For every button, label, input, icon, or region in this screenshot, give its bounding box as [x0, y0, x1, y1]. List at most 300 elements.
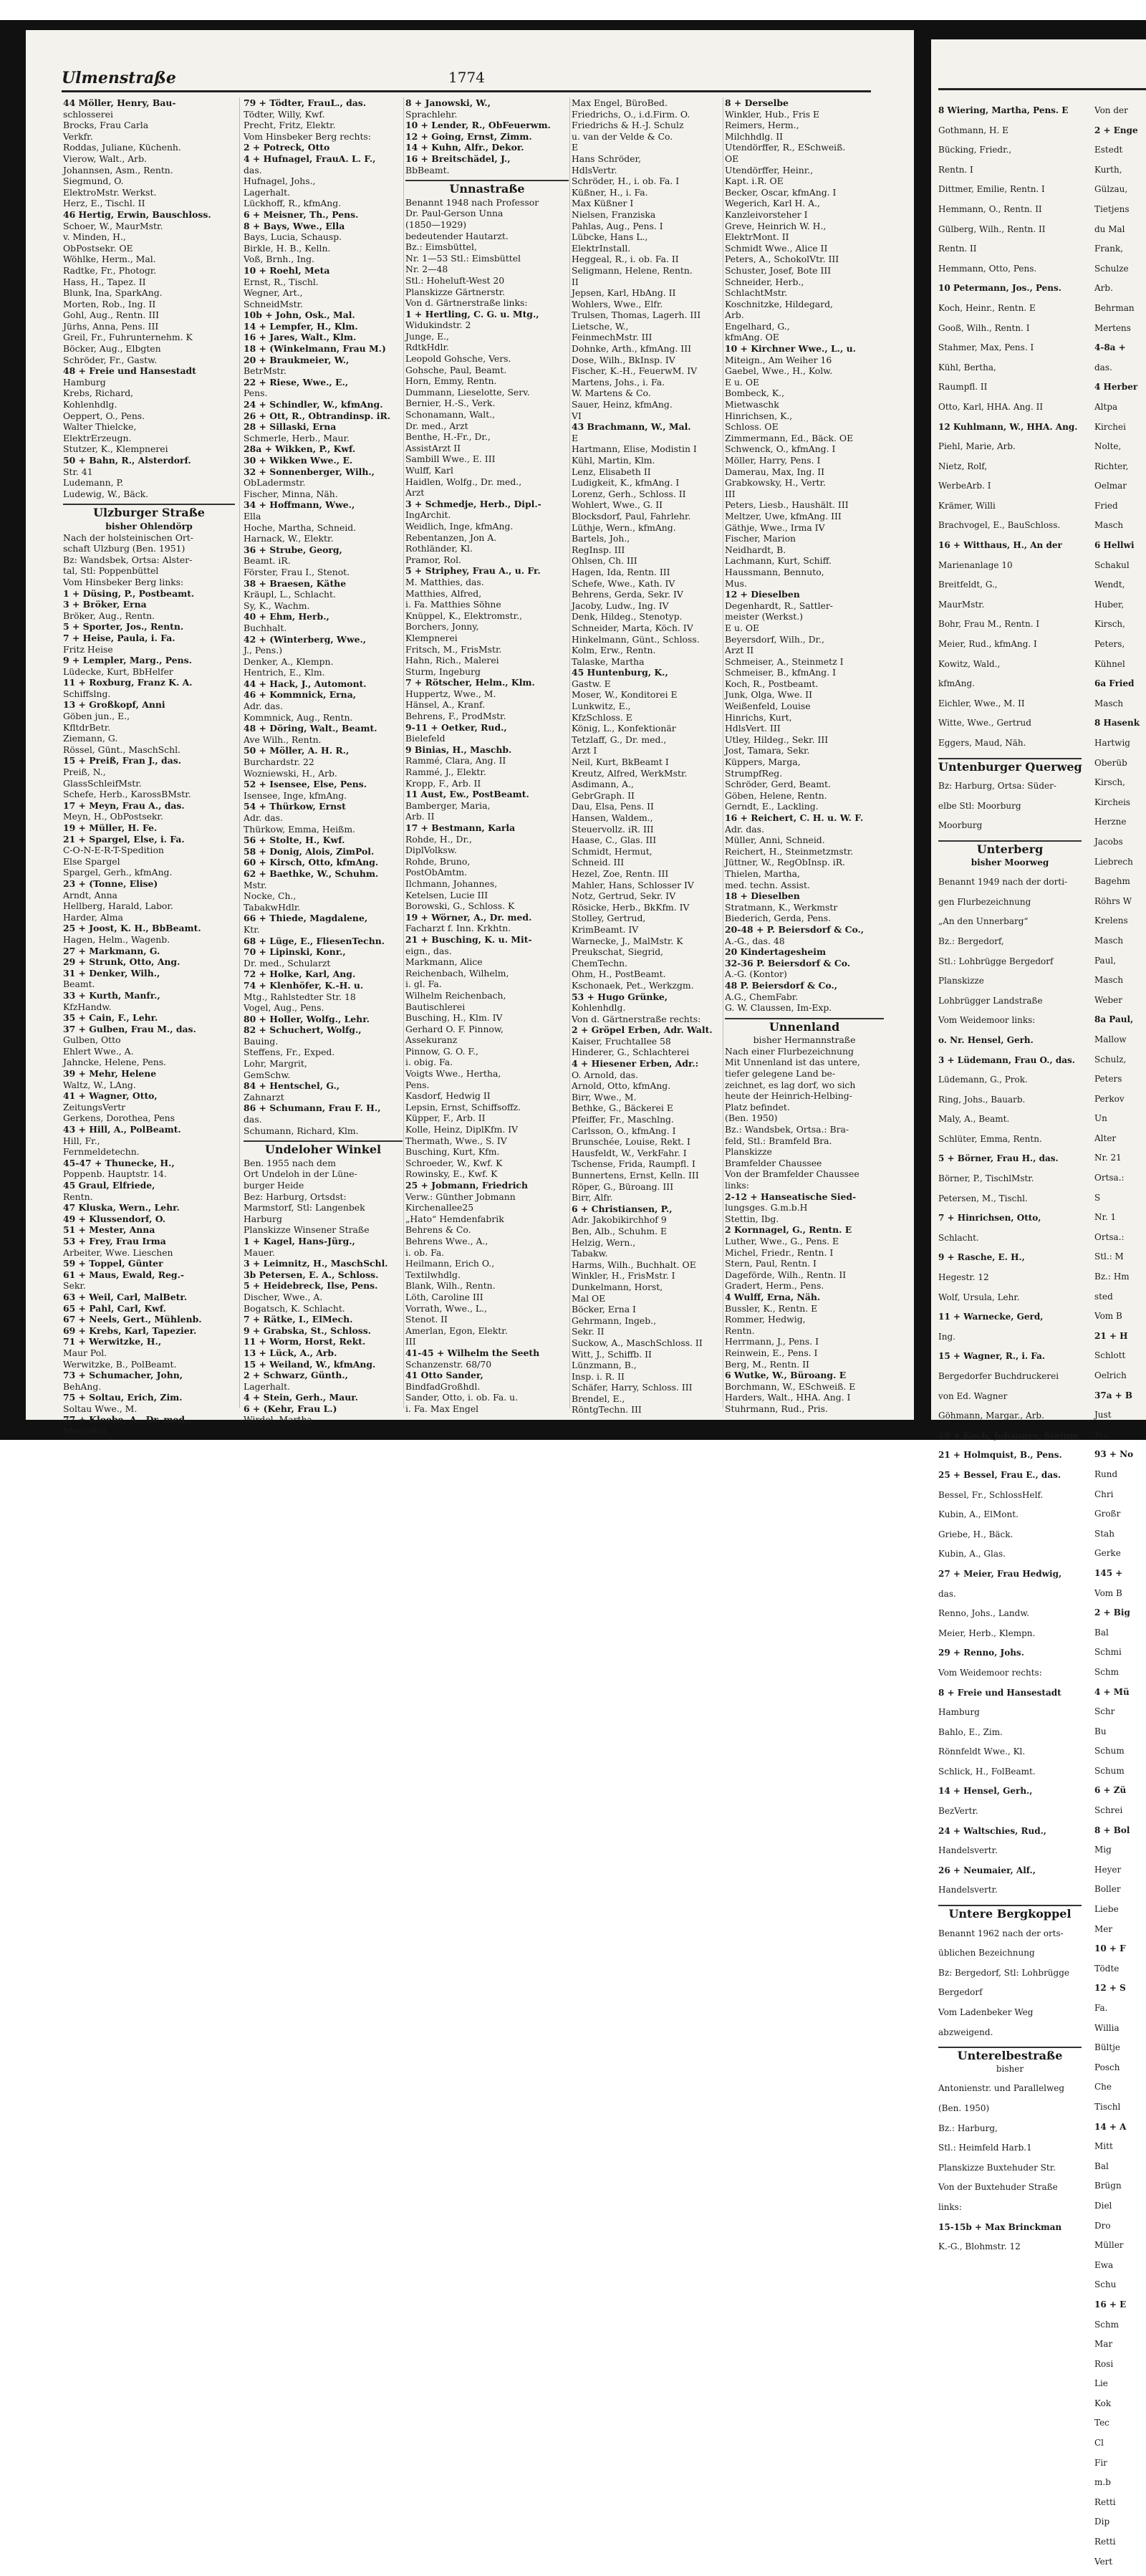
directory-entry-line: Talaske, Martha	[572, 655, 645, 667]
directory-entry-line: Breitfeldt, G.,	[938, 580, 998, 590]
directory-entry-line: Nach einer Flurbezeichnung	[725, 1045, 854, 1057]
directory-entry-line: Leopold Gohsche, Vers.	[405, 353, 511, 365]
directory-entry-line: 145 +	[1094, 1567, 1123, 1578]
directory-entry-line: Witte, Wwe., Gertrud	[938, 718, 1031, 729]
directory-entry-line: Tabakw.	[572, 1248, 608, 1259]
directory-entry-line: Schum	[1094, 1765, 1125, 1776]
directory-entry-line: Bz.: Harburg,	[938, 2123, 998, 2133]
directory-entry-line: Utley, Hildeg., Sekr. III	[725, 734, 829, 745]
directory-entry-line: Greve, Heinrich W. H.,	[725, 220, 827, 231]
directory-entry-line: Friedrichs, O., i.d.Firm. O.	[572, 108, 690, 120]
directory-entry-line: 2 + Potreck, Otto	[244, 142, 330, 153]
directory-entry-line: 41 Otto Sander,	[405, 1370, 483, 1381]
directory-entry-line: das.	[244, 1114, 262, 1125]
directory-entry-line: Platz befindet.	[725, 1101, 790, 1112]
directory-entry-line: Bahlo, E., Zim.	[938, 1726, 1003, 1737]
directory-entry-line: Liebe	[1094, 1904, 1119, 1915]
directory-entry-line: Petersen, M., Tischl.	[938, 1193, 1028, 1203]
directory-entry-line: 14 + Lempfer, H., Klm.	[244, 320, 358, 332]
directory-entry-line: 82 + Schuchert, Wolfg.,	[244, 1024, 362, 1036]
directory-entry-line: Amerlan, Egon, Elektr.	[405, 1325, 508, 1336]
directory-entry-line: KfzSchloss. E	[572, 711, 632, 723]
directory-entry-line: Dr. Paul-Gerson Unna	[405, 208, 504, 219]
directory-entry-line: 8 + Janowski, W.,	[405, 97, 491, 108]
directory-entry-line: Harms, Wilh., Buchhalt. OE	[572, 1259, 696, 1270]
directory-entry-line: Bramfelder Chaussee	[725, 1157, 822, 1168]
directory-entry-line: BetrMstr.	[244, 365, 286, 377]
directory-entry-line: Zimmermann, Ed., Bäck. OE	[725, 432, 854, 443]
directory-entry-line: 10 + Lender, R., ObFeuerwm.	[405, 120, 551, 131]
directory-entry-line: Jahncke, Helene, Pens.	[63, 1057, 166, 1068]
directory-entry-line: Hansen, Waldem.,	[572, 812, 653, 823]
directory-entry-line: Ernst, R., Tischl.	[244, 276, 319, 287]
directory-entry-line: Rund	[1094, 1469, 1118, 1479]
directory-entry-line: 2 Kornnagel, G., Rentn. E	[725, 1224, 852, 1236]
directory-entry-line: Birr, Wwe., M.	[572, 1091, 637, 1102]
directory-entry-line: Sander, Otto, i. ob. Fa. u.	[405, 1392, 519, 1403]
directory-entry-line: 34 + Hoffmann, Wwe.,	[244, 499, 355, 511]
directory-entry-line: Schneid. III	[572, 857, 625, 868]
directory-entry-line: Börner, P., TischlMstr.	[938, 1173, 1034, 1184]
directory-entry-line: Borowski, G., Schloss. K	[405, 900, 515, 912]
directory-entry-line: 2 + Big	[1094, 1607, 1130, 1618]
directory-entry-line: 67 + Neels, Gert., Mühlenb.	[63, 1314, 202, 1325]
directory-entry-line: Damerau, Max, Ing. II	[725, 466, 824, 477]
directory-entry-line: Weißenfeld, Louise	[725, 701, 811, 712]
directory-entry-line: 15 + Wagner, R., i. Fa.	[938, 1351, 1046, 1362]
directory-entry-line: Sturm, Ingeburg	[405, 665, 481, 677]
directory-entry-line: Mig	[1094, 1845, 1112, 1855]
column-4	[572, 97, 723, 1416]
directory-entry-line: Schulz,	[1094, 1054, 1127, 1064]
directory-entry-line: Vom B	[1094, 1311, 1122, 1322]
directory-entry-line: S	[1094, 1192, 1101, 1203]
directory-entry-line: 45-47 + Thunecke, H.,	[63, 1157, 175, 1168]
directory-entry-line: Gerke	[1094, 1548, 1121, 1559]
directory-entry-line: kfmAng.	[938, 678, 975, 689]
directory-entry-line: Diel	[1094, 2200, 1112, 2211]
directory-entry-line: Koch, Heinr., Rentn. E	[938, 302, 1036, 313]
directory-entry-line: Schmerle, Herb., Maur.	[244, 432, 350, 443]
directory-entry-line: Nocke, Ch.,	[244, 890, 297, 902]
directory-entry-line: 11 + Worm, Horst, Rekt.	[244, 1336, 366, 1347]
directory-entry-line: Ortsa.:	[1094, 1173, 1125, 1183]
directory-entry-line: Schanzenstr. 68/70	[405, 1358, 492, 1370]
page-number: 1774	[448, 69, 485, 86]
directory-entry-line: Blunk, Ina, SparkAng.	[63, 287, 163, 299]
directory-entry-line: 14 + Hensel, Gerh.,	[938, 1786, 1033, 1797]
directory-entry-line: Pramor, Rol.	[405, 554, 461, 565]
directory-entry-line: Johannsen, Asm., Rentn.	[63, 164, 173, 176]
directory-entry-line: Otto, Karl, HHA. Ang. II	[938, 401, 1044, 412]
directory-entry-line: Peters	[1094, 1074, 1122, 1085]
directory-entry-line: Bz: Bergedorf, Stl: Lohbrügge	[938, 1967, 1069, 1978]
directory-entry-line: Birr, Alfr.	[572, 1192, 613, 1203]
directory-entry-line: Kühnel	[1094, 658, 1125, 669]
directory-entry-line: Tischl	[1094, 2101, 1121, 2112]
directory-entry-line: Kaiser, Fruchtallee 58	[572, 1035, 671, 1047]
directory-entry-line: Moser, W., Konditorei E	[572, 689, 678, 701]
directory-entry-line: Jacoby, Ludw., Ing. IV	[572, 600, 669, 611]
directory-entry-line: Dose, Wilh., BkInsp. IV	[572, 354, 675, 365]
directory-entry-line: ElektrInstall.	[572, 242, 631, 254]
directory-entry-line: 24 + Waltschies, Rud.,	[938, 1825, 1046, 1836]
directory-entry-line: Siegmund, O.	[63, 176, 124, 187]
directory-entry-line: Denk, Hildeg., Stenotyp.	[572, 611, 683, 623]
directory-entry-line: Wozniewski, H., Arb.	[244, 767, 337, 779]
directory-entry-line: 33 + Kurth, Manfr.,	[63, 989, 160, 1001]
directory-entry-line: Herzne	[1094, 817, 1127, 827]
directory-entry-line: Haussmann, Bennuto,	[725, 566, 824, 577]
directory-entry-line: Behrens Wwe., A.,	[405, 1235, 488, 1246]
directory-entry-line: Benannt 1948 nach Professor	[405, 196, 539, 208]
directory-entry-line: A.-G., das. 48	[725, 935, 785, 946]
directory-entry-line: Benannt 1949 nach der dorti-	[938, 877, 1068, 888]
directory-entry-line: Schr	[1094, 1706, 1115, 1717]
directory-entry-line: i. obig. Fa.	[405, 1057, 453, 1068]
directory-entry-line: Brachvogel, E., BauSchloss.	[938, 520, 1061, 531]
directory-entry-line: W. Martens & Co.	[572, 388, 651, 399]
directory-entry-line: Ave Wilh., Rentn.	[244, 734, 322, 745]
directory-entry-line: Mu	[1094, 1429, 1109, 1440]
directory-entry-line: Eggers, Maud, Näh.	[938, 738, 1026, 748]
directory-entry-line: Harders, Walt., HHA. Ang. I	[725, 1392, 851, 1403]
directory-entry-line: Asdimann, A.,	[572, 779, 635, 790]
directory-entry-line: 62 + Baethke, W., Schuhm.	[244, 868, 379, 879]
directory-entry-line: Schum	[1094, 1746, 1125, 1756]
directory-entry-line: Junge, E.,	[405, 330, 449, 342]
directory-entry-line: 48 + Freie und Hansestadt	[63, 365, 196, 377]
directory-entry-line: 3 + Leimnitz, H., MaschSchl.	[244, 1258, 388, 1269]
directory-entry-line: 2 + Enge	[1094, 125, 1138, 135]
directory-entry-line: Schwenck, O., kfmAng. I	[725, 443, 836, 455]
directory-entry-line: Kanzleivorsteher I	[725, 208, 808, 220]
directory-entry-line: Adr. das.	[244, 701, 283, 712]
directory-entry-line: Adr. das.	[244, 812, 283, 823]
directory-entry-line: 54 + Thürkow, Ernst	[244, 801, 346, 812]
directory-entry-line: Just	[1094, 1410, 1112, 1421]
directory-entry-line: 6 + (Kehr, Frau L.)	[244, 1403, 337, 1414]
directory-entry-line: Hinderer, G., Schlachterei	[572, 1047, 690, 1058]
directory-entry-line: 10 + Kirchner Wwe., L., u.	[725, 343, 856, 355]
directory-entry-line: 3 + Schmedje, Herb., Dipl.-	[405, 498, 541, 509]
page-header	[62, 69, 871, 92]
directory-entry-line: das.	[244, 164, 262, 176]
directory-entry-line: u. van der Velde & Co.	[572, 130, 673, 142]
directory-entry-line: Oeppert, O., Pens.	[63, 410, 145, 421]
directory-entry-line: Mit Unnenland ist das untere,	[725, 1057, 860, 1068]
directory-entry-line: Heyer	[1094, 1864, 1122, 1875]
directory-entry-line: M. Matthies, das.	[405, 576, 484, 587]
directory-entry-line: Nietz, Rolf,	[938, 461, 988, 471]
directory-entry-line: Stenot. II	[405, 1314, 448, 1325]
directory-entry-line: Bauing.	[244, 1035, 279, 1047]
directory-entry-line: Löth, Caroline III	[405, 1291, 483, 1302]
directory-entry-line: C-O-N-E-R-T-Spedition	[63, 845, 164, 856]
directory-entry-line: IngArchit.	[405, 509, 451, 521]
directory-entry-line: Behrens, Gerda, Sekr. IV	[572, 589, 683, 600]
directory-entry-line: 15 + Preiß, Fran J., das.	[63, 755, 182, 766]
directory-entry-line: Weber	[1094, 994, 1122, 1005]
directory-entry-line: 32-36 P. Beiersdorf & Co.	[725, 957, 851, 969]
directory-entry-line: Kirsch,	[1094, 777, 1125, 788]
directory-entry-line: 49 + Klussendorf, O.	[63, 1213, 166, 1224]
directory-entry-line: Oberüb	[1094, 757, 1127, 768]
directory-entry-line: Hegestr. 12	[938, 1272, 989, 1283]
directory-entry-line: Thielen, Martha,	[725, 868, 800, 879]
directory-entry-line: Gulben, Otto	[63, 1034, 121, 1046]
directory-entry-line: Stratmann, K., Werkmstr	[725, 901, 838, 913]
directory-entry-line: 14 + A	[1094, 2121, 1127, 2132]
directory-entry-line: Küßner, H., i. Fa.	[572, 186, 648, 198]
directory-entry-line: Kommnick, Aug., Rentn.	[244, 711, 353, 723]
directory-entry-line: Che	[1094, 2082, 1112, 2092]
directory-entry-line: das.	[938, 1588, 956, 1599]
directory-entry-line: Handelsvertr.	[938, 1885, 998, 1895]
directory-entry-line: Schm	[1094, 1666, 1119, 1677]
directory-entry-line: Dittmer, Emilie, Rentn. I	[938, 184, 1045, 195]
directory-entry-line: 16 + E	[1094, 2299, 1127, 2310]
directory-entry-line: 7 + Rötscher, Helm., Klm.	[405, 677, 535, 688]
directory-entry-line: Rothländer, Kl.	[405, 543, 473, 554]
directory-entry-line: 60 + Kirsch, Otto, kfmAng.	[244, 857, 379, 868]
directory-entry-line: 9 + Rasche, E. H.,	[938, 1252, 1025, 1263]
right-page	[931, 39, 1146, 2567]
directory-entry-line: Lagerhalt.	[244, 186, 291, 198]
directory-entry-line: Bautischlerei	[405, 1001, 466, 1012]
directory-entry-line: Ludewig, W., Bäck.	[63, 488, 149, 499]
directory-entry-line: StrumpfReg.	[725, 767, 783, 779]
directory-entry-line: 12 + Going, Ernst, Zimm.	[405, 130, 532, 142]
directory-entry-line: Nolte,	[1094, 441, 1122, 452]
directory-entry-line: Hinkelmann, Günt., Schloss.	[572, 633, 700, 645]
directory-entry-line: Mal OE	[572, 1292, 606, 1304]
directory-entry-line: Planskizze Buxtehuder Str.	[938, 2162, 1056, 2173]
directory-entry-line: Junk, Olga, Wwe. II	[725, 689, 812, 701]
directory-entry-line: Gäthje, Wwe., Irma IV	[725, 522, 825, 533]
directory-entry-line: Tödte	[1094, 1963, 1119, 1974]
directory-entry-line: Masch	[1094, 520, 1124, 531]
directory-entry-line: BindfadGroßhdl.	[405, 1380, 481, 1392]
directory-entry-line: Hans Schröder,	[572, 153, 642, 164]
directory-entry-line: Fa.	[1094, 2003, 1108, 2013]
directory-entry-line: Bz.: Wandsbek, Ortsa.: Bra-	[725, 1124, 849, 1135]
directory-entry-line: Seligmann, Helene, Rentn.	[572, 264, 693, 276]
directory-entry-line: Lünzmann, B.,	[572, 1360, 637, 1371]
directory-entry-line: Bethke, G., Bäckerei E	[572, 1102, 673, 1114]
directory-entry-line: 72 + Holke, Karl, Ang.	[244, 969, 356, 980]
directory-entry-line: Lübcke, Hans L.,	[572, 231, 648, 243]
directory-entry-line: Bombeck, K.,	[725, 388, 785, 399]
directory-entry-line: Herz, E., Tischl. II	[63, 198, 145, 209]
directory-entry-line: Pens.	[405, 1079, 430, 1090]
directory-entry-line: Mtg., Rahlstedter Str. 18	[244, 991, 356, 1002]
directory-entry-line: BbBeamt.	[405, 164, 450, 176]
directory-entry-line: Kirchenallee25	[405, 1202, 474, 1213]
directory-entry-line: 35 + Cain, F., Lehr.	[63, 1012, 158, 1024]
directory-entry-line: Buchhalt.	[244, 622, 287, 633]
directory-entry-line: Hartmann, Elise, Modistin I	[572, 443, 697, 455]
directory-entry-line: m.b	[1094, 2477, 1111, 2488]
directory-entry-line: Pinnow, G. O. F.,	[405, 1045, 478, 1057]
directory-entry-line: Rosi	[1094, 2358, 1114, 2369]
directory-entry-line: links:	[938, 2201, 962, 2212]
directory-entry-line: Sauer, Heinz, kfmAng.	[572, 399, 673, 410]
directory-entry-line: Kohlenhdlg.	[63, 399, 117, 410]
directory-entry-line: Schroeder, W., Kwf. K	[405, 1157, 503, 1168]
directory-entry-line: Verw.: Günther Jobmann	[405, 1191, 516, 1202]
column-3	[405, 97, 569, 1414]
directory-entry-line: Ben. 1955 nach dem	[244, 1157, 337, 1168]
directory-entry-line: Von der Bramfelder Chaussee	[725, 1168, 860, 1180]
directory-entry-line: Bal	[1094, 1627, 1109, 1638]
directory-entry-line: bedeutender Hautarzt.	[405, 230, 509, 241]
directory-entry-line: Tec	[1094, 2418, 1109, 2428]
directory-entry-line: 11 + Warnecke, Gerd,	[938, 1312, 1044, 1322]
directory-entry-line: kfmAng. OE	[725, 332, 779, 343]
directory-entry-line: Voß, Brnh., Ing.	[244, 254, 314, 265]
directory-entry-line: Schneider, Marta, Köch. IV	[572, 622, 693, 633]
directory-entry-line: 61 + Maus, Ewald, Reg.-	[63, 1269, 185, 1280]
directory-entry-line: Richter,	[1094, 461, 1129, 471]
directory-entry-line: Martens, Johs., i. Fa.	[572, 376, 665, 388]
directory-entry-line: Antonienstr. und Parallelweg	[938, 2083, 1065, 2094]
directory-entry-line: Rentn. II	[938, 244, 977, 254]
directory-entry-line: Oelrich	[1094, 1370, 1127, 1380]
directory-entry-line: 42 + (Winterberg, Wwe.,	[244, 633, 367, 645]
directory-entry-line: Kräupl, L., Schlacht.	[244, 589, 336, 600]
directory-entry-line: 8 + Freie und Hansestadt	[938, 1687, 1061, 1698]
directory-entry-line: 6 + Zü	[1094, 1785, 1127, 1796]
directory-entry-line: 59 + Toppel, Günter	[63, 1258, 163, 1269]
directory-entry-line: ZeitungsVertr	[63, 1101, 126, 1112]
directory-entry-line: Busching, Kurt, Kfm.	[405, 1146, 500, 1158]
directory-entry-line: Beamt. iR.	[244, 555, 291, 567]
directory-entry-line: 8 + Bol	[1094, 1825, 1130, 1835]
section-subtitle-unterberg: bisher Moorweg	[971, 857, 1049, 868]
directory-entry-line: Verkfr.	[63, 130, 93, 142]
directory-entry-line: Lenz, Elisabeth II	[572, 466, 651, 477]
directory-entry-line: Bz.: Eimsbüttel,	[405, 241, 477, 253]
directory-entry-line: Knüppel, K., Elektromstr.,	[405, 610, 523, 621]
directory-entry-line: Retti	[1094, 2496, 1116, 2507]
directory-entry-line: Weidlich, Inge, kfmAng.	[405, 520, 514, 532]
directory-entry-line: Lunkwitz, E.,	[572, 701, 631, 712]
directory-entry-line: Vert	[1094, 2556, 1113, 2567]
directory-entry-line: Engelhard, G.,	[725, 320, 790, 332]
directory-entry-line: Wendt,	[1094, 580, 1125, 590]
directory-entry-line: Wohlers, Wwe., Elfr.	[572, 298, 663, 309]
directory-entry-line: Nr. 21	[1094, 1153, 1122, 1163]
directory-entry-line: Peters,	[1094, 639, 1125, 650]
directory-entry-line: Kok	[1094, 2398, 1112, 2408]
directory-entry-line: Stern, Paul, Rentn. I	[725, 1258, 817, 1269]
directory-entry-line: Schröder, Gerd, Beamt.	[725, 779, 831, 790]
section-title-unterberg: Unterberg	[938, 840, 1082, 855]
directory-entry-line: Moorburg	[938, 820, 983, 831]
directory-entry-line: 21 + Spargel, Else, i. Fa.	[63, 833, 185, 845]
directory-entry-line: Morten, Rob., Ing. II	[63, 298, 156, 309]
directory-entry-line: 84 + Hentschel, G.,	[244, 1080, 340, 1092]
directory-entry-line: Wilhelm Reichenbach,	[405, 989, 506, 1001]
directory-entry-line: Milchhdlg. II	[725, 130, 784, 142]
directory-entry-line: 8a Paul,	[1094, 1014, 1134, 1025]
directory-entry-line: Schröder, H., i. ob. Fa. I	[572, 176, 680, 187]
directory-entry-line: Planskizze Gärtnerstr.	[405, 286, 506, 297]
directory-entry-line: Krebs, Richard,	[63, 388, 134, 399]
section-title-ulzburger-strasse: Ulzburger Straße	[63, 504, 235, 519]
directory-entry-line: Schiffslng.	[63, 688, 111, 699]
directory-entry-line: Schumann, Richard, Klm.	[244, 1125, 359, 1136]
directory-entry-line: 15-15b + Max Brinckman	[938, 2221, 1062, 2232]
directory-entry-line: Greil, Fr., Fuhrunternehm. K	[63, 332, 193, 343]
directory-entry-line: Röhrs W	[1094, 895, 1132, 906]
directory-entry-line: Markmann, Alice	[405, 956, 483, 968]
directory-entry-line: i. ob. Fa.	[405, 1246, 445, 1258]
directory-entry-line: von Ed. Wagner	[938, 1390, 1008, 1401]
directory-entry-line: BezVertr.	[938, 1806, 978, 1817]
directory-entry-line: 11 Aust, Ew., PostBeamt.	[405, 789, 529, 800]
directory-entry-line: 4 Herber	[1094, 382, 1138, 393]
directory-entry-line: Eichler, Wwe., M. II	[938, 698, 1025, 708]
directory-entry-line: 4 + Hiesener Erben, Adr.:	[572, 1058, 699, 1070]
directory-entry-line: Hänsel, A., Kranf.	[405, 699, 486, 711]
directory-entry-line: Schefe, Herb., KarossBMstr.	[63, 789, 191, 800]
directory-entry-line: 32 + Sonnenberger, Wilh.,	[244, 466, 375, 477]
directory-entry-line: Koschnitzke, Hildegard,	[725, 298, 833, 309]
directory-entry-line: 2 + Schwarz, Günth.,	[244, 1370, 348, 1381]
directory-entry-line: Arbeiter, Wwe. Lieschen	[63, 1246, 173, 1258]
directory-entry-line: Lagerhalt.	[244, 1380, 291, 1392]
directory-entry-line: A.-G. (Kontor)	[725, 969, 787, 980]
directory-entry-line: 41-45 + Wilhelm the Seeth	[405, 1347, 540, 1358]
directory-entry-line: Schlick, H., FolBeamt.	[938, 1766, 1036, 1777]
directory-entry-line: Vom Ladenbeker Weg	[938, 2007, 1034, 2017]
directory-entry-line: Stahmer, Max, Pens. I	[938, 342, 1034, 353]
directory-entry-line: Schonamann, Walt.,	[405, 409, 496, 420]
directory-entry-line: Altpa	[1094, 401, 1118, 412]
directory-entry-line: Kolm, Erw., Rentn.	[572, 645, 656, 656]
directory-entry-line: Bz: Wandsbek, Ortsa: Alster-	[63, 554, 193, 565]
directory-entry-line: Gothmann, H. E	[938, 125, 1008, 135]
directory-entry-line: Schm	[1094, 2319, 1119, 2330]
directory-entry-line: K.-G., Blohmstr. 12	[938, 2241, 1021, 2252]
directory-entry-line: 93 + No	[1094, 1449, 1134, 1460]
directory-entry-line: Bz.: Bergedorf,	[938, 936, 1004, 946]
directory-entry-line: Schmidt, Hermut,	[572, 845, 653, 857]
directory-entry-line: 12 Kuhlmann, W., HHA. Ang.	[938, 421, 1078, 432]
directory-entry-line: Schefe, Wwe., Kath. IV	[572, 577, 675, 589]
directory-entry-line: Jepsen, Karl, HbAng. II	[572, 287, 676, 299]
directory-entry-line: tiefer gelegene Land be-	[725, 1068, 836, 1080]
directory-entry-line: Cl	[1094, 2438, 1104, 2448]
directory-entry-line: Wulff, Karl	[405, 465, 453, 476]
directory-entry-line: DiplVolksw.	[405, 845, 457, 856]
directory-entry-line: Ring, Johs., Bauarb.	[938, 1094, 1026, 1105]
directory-entry-line: Dageförde, Wilh., Rentn. II	[725, 1269, 847, 1280]
directory-entry-line: Dohnke, Arth., kfmAng. III	[572, 343, 691, 355]
directory-entry-line: Chri	[1094, 1489, 1114, 1499]
directory-entry-line: Dau, Elsa, Pens. II	[572, 801, 654, 812]
directory-entry-line: Behrens & Co.	[405, 1224, 471, 1236]
directory-entry-line: Bussler, K., Rentn. E	[725, 1302, 818, 1314]
directory-entry-line: 41 + Wagner, Otto,	[63, 1090, 158, 1102]
directory-entry-line: Arzt I	[572, 745, 597, 756]
directory-entry-line: Jüttner, W., RegObInsp. iR.	[725, 857, 845, 868]
directory-entry-line: Förster, Frau I., Stenot.	[244, 566, 350, 577]
directory-entry-line: Rentn. I	[938, 164, 973, 175]
directory-entry-line: Bröker, Aug., Rentn.	[63, 610, 155, 621]
